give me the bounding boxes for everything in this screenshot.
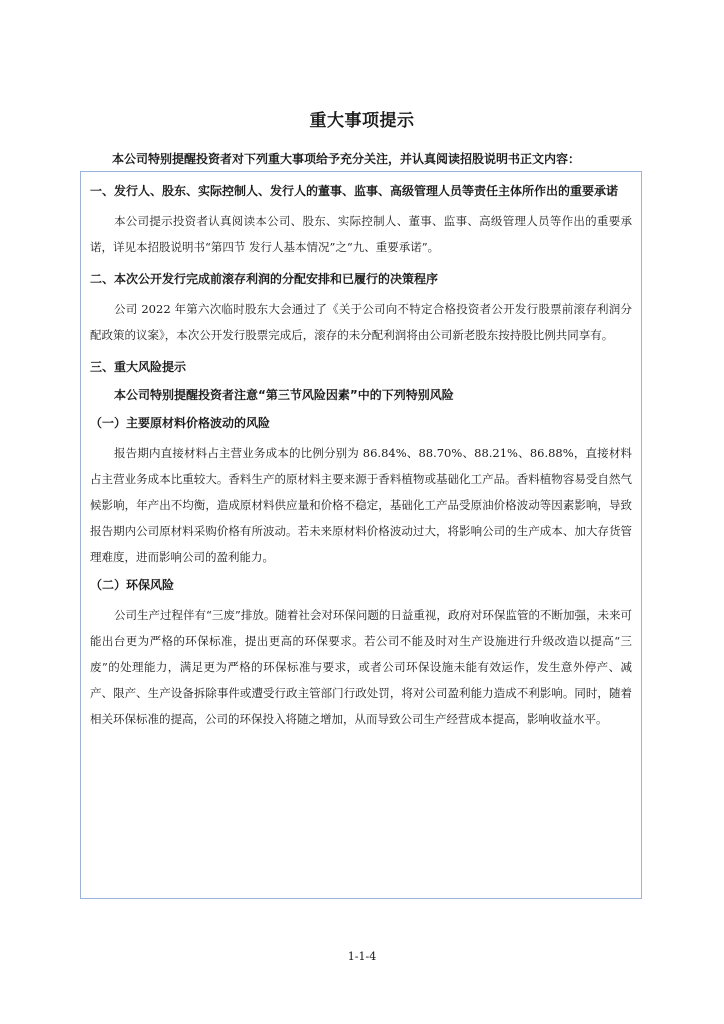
risk-2-paragraph: 公司生产过程伴有“三废”排放。随着社会对环保问题的日益重视，政府对环保监管的不断加强，未来可能出台更为严格的环保标准，提出更高的环保要求。若公司不能及时对生产设施进行升级改造以提高“三废”的处理能力，满足更为严格的环保标准与要求，或者公司环保设施未能有效运作，发生意外停产、减产、限产、生产设备拆除事件或遭受行政主管部门行政处罚，将对公司盈利能力造成不利影响。同时，随着相关环保标准的提高，公司的环保投入将随之增加，从而导致公司生产经营成本提高，影响收益水平。 xyxy=(90,608,632,726)
risk-note: 本公司特别提醒投资者注意“第三节风险因素”中的下列特别风险 xyxy=(114,388,454,402)
risk-2-heading: （二）环保风险 xyxy=(90,578,175,592)
section-1-paragraph: 本公司提示投资者认真阅读本公司、股东、实际控制人、董事、监事、高级管理人员等作出的重要承诺，详见本招股说明书“第四节 发行人基本情况”之“九、重要承诺”。 xyxy=(90,214,632,254)
intro-statement: 本公司特别提醒投资者对下列重大事项给予充分关注，并认真阅读招股说明书正文内容： xyxy=(112,152,581,166)
section-2-heading: 二、本次公开发行完成前滚存利润的分配安排和已履行的决策程序 xyxy=(90,272,439,286)
page-number: 1-1-4 xyxy=(347,950,377,963)
section-3-heading: 三、重大风险提示 xyxy=(90,360,187,374)
notice-box xyxy=(80,171,642,899)
risk-1-paragraph: 报告期内直接材料占主营业务成本的比例分别为 86.84%、88.70%、88.21%、86.88%，直接材料占主营业务成本比重较大。香料生产的原材料主要来源于香料植物或基础化工产品。香料植物容易受自然气候影响，年产出不均衡，造成原材料供应量和价格不稳定，基础化工产品受原油价格波动等因素影响，导致报告期内公司原材料采购价格有所波动。若未来原材料价格波动过大，将影响公司的生产成本、加大存货管理难度，进而影响公司的盈利能力。 xyxy=(90,446,632,564)
section-2-paragraph: 公司 2022 年第六次临时股东大会通过了《关于公司向不特定合格投资者公开发行股票前滚存利润分配政策的议案》，本次公开发行股票完成后，滚存的未分配利润将由公司新老股东按持股比例共同享有。 xyxy=(90,302,632,342)
page-title: 重大事项提示 xyxy=(309,111,415,131)
risk-1-heading: （一）主要原材料价格波动的风险 xyxy=(90,416,271,430)
section-1-heading: 一、发行人、股东、实际控制人、发行人的董事、监事、高级管理人员等责任主体所作出的重要承诺 xyxy=(90,184,619,198)
